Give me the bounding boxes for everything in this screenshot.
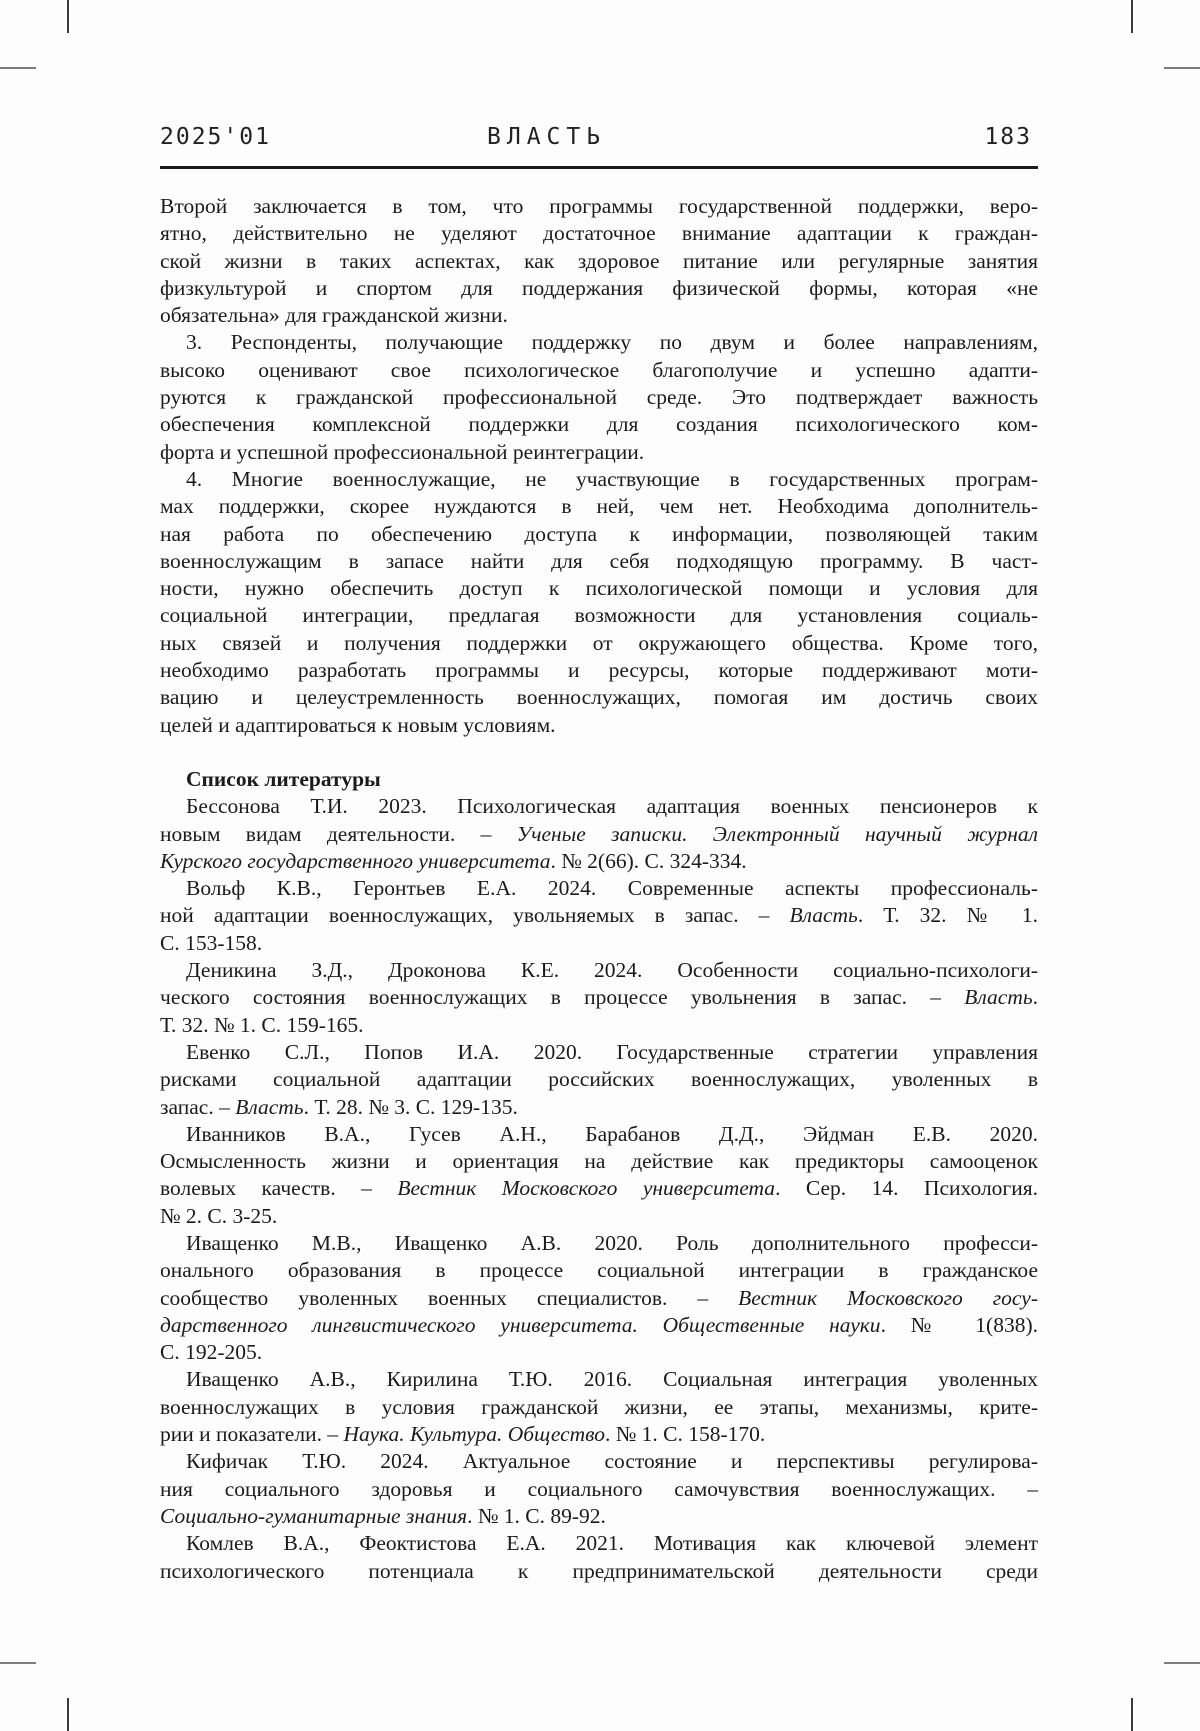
header-rule — [160, 166, 1038, 169]
journal-title: ВЛАСТЬ — [487, 124, 607, 150]
text-segment: . — [1032, 985, 1038, 1010]
text-line — [160, 602, 1038, 629]
text-line — [160, 630, 1038, 657]
text-segment: С. 153-158. — [160, 930, 263, 955]
text-segment: Список литературы — [186, 766, 381, 791]
text-line — [160, 793, 1038, 820]
paragraph — [160, 1366, 1038, 1448]
text-segment: . № 1. С. 89-92. — [467, 1503, 606, 1528]
text-line — [160, 1148, 1038, 1175]
text-segment: 4. Многие военнослужащие, не участвующие в государственных програм- — [186, 466, 1038, 491]
italic-segment: дарственного лингвистического университета. Общественные науки — [160, 1312, 881, 1337]
text-line — [160, 1012, 1038, 1039]
text-segment: . Сер. 14. Психология. — [775, 1176, 1039, 1201]
text-segment: необходимо разработать программы и ресурсы, которые поддерживают моти- — [160, 658, 1038, 683]
text-line — [160, 439, 1038, 466]
text-line — [160, 1530, 1038, 1557]
text-line — [160, 193, 1038, 220]
paragraph — [160, 1230, 1038, 1366]
crop-mark-bottom-right-horizontal — [1164, 1662, 1200, 1664]
text-segment: Т. 32. № 1. С. 159-165. — [160, 1012, 364, 1037]
crop-mark-bottom-left-vertical — [67, 1698, 69, 1731]
crop-mark-top-left-horizontal — [0, 67, 36, 69]
text-line — [160, 1558, 1038, 1585]
text-segment: волевых качеств. – — [160, 1176, 398, 1201]
text-line — [160, 357, 1038, 384]
text-line — [160, 684, 1038, 711]
text-segment: Кифичак Т.Ю. 2024. Актуальное состояние и перспективы регулирова- — [186, 1449, 1038, 1474]
text-segment: форта и успешной профессиональной реинтеграции. — [160, 439, 645, 464]
text-segment: . № 2(66). С. 324-334. — [550, 848, 747, 873]
text-segment: социальной интеграции, предлагая возможности для установления социаль- — [160, 603, 1038, 628]
text-segment: . Т. 28. № 3. С. 129-135. — [303, 1094, 518, 1119]
text-line — [160, 220, 1038, 247]
page-number: 183 — [984, 124, 1032, 150]
text-segment: Бессонова Т.И. 2023. Психологическая адаптация военных пенсионеров к — [186, 794, 1038, 819]
text-segment: Евенко С.Л., Попов И.А. 2020. Государственные стратегии управления — [186, 1039, 1038, 1064]
text-line — [160, 329, 1038, 356]
crop-mark-bottom-right-vertical — [1131, 1698, 1133, 1731]
italic-segment: Власть — [789, 903, 858, 928]
text-line — [160, 248, 1038, 275]
text-line — [160, 1421, 1038, 1448]
text-line — [160, 1394, 1038, 1421]
text-line — [160, 521, 1038, 548]
text-segment: Иващенко М.В., Иващенко А.В. 2020. Роль дополнительного професси- — [186, 1230, 1038, 1255]
text-segment: ческого состояния военнослужащих в процессе увольнения в запас. – — [160, 985, 965, 1010]
text-segment: . № 1. С. 158-170. — [604, 1422, 766, 1447]
italic-segment: Курского государственного университета — [160, 848, 551, 873]
text-segment: ятно, действительно не уделяют достаточное внимание адаптации к граждан- — [160, 221, 1038, 246]
text-line — [160, 766, 1038, 793]
text-column — [160, 193, 1038, 1585]
text-line — [160, 821, 1038, 848]
text-segment: Второй заключается в том, что программы государственной поддержки, веро- — [160, 194, 1038, 218]
text-line — [160, 1503, 1038, 1530]
paragraph — [160, 957, 1038, 1039]
text-segment: Осмысленность жизни и ориентация на действие как предикторы самооценок — [160, 1149, 1038, 1174]
text-line — [160, 902, 1038, 929]
text-line — [160, 930, 1038, 957]
paragraph — [160, 1530, 1038, 1585]
text-segment: новым видам деятельности. – — [160, 821, 517, 846]
text-segment: вацию и целеустремленность военнослужащих, помогая им достичь своих — [160, 685, 1038, 710]
text-segment: Вольф К.В., Геронтьев Е.А. 2024. Современные аспекты профессиональ- — [186, 876, 1038, 901]
text-segment: сообщество уволенных военных специалистов. – — [160, 1285, 739, 1310]
paragraph — [160, 793, 1038, 875]
text-segment: мах поддержки, скорее нуждаются в ней, чем нет. Необходима дополнитель- — [160, 494, 1038, 519]
text-segment: Иващенко А.В., Кирилина Т.Ю. 2016. Социальная интеграция уволенных — [186, 1367, 1038, 1392]
italic-segment: Социально-гуманитарные знания — [160, 1503, 468, 1528]
text-segment: ной адаптации военнослужащих, увольняемых в запас. – — [160, 903, 790, 928]
text-line — [160, 1448, 1038, 1475]
text-line — [160, 302, 1038, 329]
text-segment: руются к гражданской профессиональной среде. Это подтверждает важность — [160, 385, 1038, 410]
text-segment: онального образования в процессе социальной интеграции в гражданское — [160, 1258, 1038, 1283]
text-segment: . № 1(838). — [880, 1312, 1038, 1337]
text-line — [160, 657, 1038, 684]
text-line — [160, 1366, 1038, 1393]
text-segment: ния социального здоровья и социального самочувствия военнослужащих. – — [160, 1476, 1038, 1501]
text-segment: психологического потенциала к предпринимательской деятельности среди — [160, 1558, 1038, 1583]
italic-segment: Вестник Московского университета — [397, 1176, 776, 1201]
text-line — [160, 1312, 1038, 1339]
text-line — [160, 575, 1038, 602]
text-line — [160, 1285, 1038, 1312]
text-segment: физкультурой и спортом для поддержания физической формы, которая «не — [160, 275, 1038, 300]
text-line — [160, 466, 1038, 493]
text-segment: обязательна» для гражданской жизни. — [160, 303, 508, 328]
crop-mark-top-right-vertical — [1131, 0, 1133, 33]
text-segment: Иванников В.А., Гусев А.Н., Барабанов Д.Д., Эйдман Е.В. 2020. — [186, 1121, 1038, 1146]
text-line — [160, 548, 1038, 575]
paragraph — [160, 193, 1038, 329]
text-segment: С. 192-205. — [160, 1340, 263, 1365]
paragraph — [160, 875, 1038, 957]
text-segment: ных связей и получения поддержки от окружающего общества. Кроме того, — [160, 630, 1038, 655]
text-line — [160, 875, 1038, 902]
text-line — [160, 384, 1038, 411]
text-line — [160, 848, 1038, 875]
text-segment: Комлев В.А., Феоктистова Е.А. 2021. Мотивация как ключевой элемент — [186, 1531, 1038, 1556]
text-segment: рисками социальной адаптации российских военнослужащих, уволенных в — [160, 1067, 1038, 1092]
text-line — [160, 1066, 1038, 1093]
crop-mark-bottom-left-horizontal — [0, 1662, 36, 1664]
text-line — [160, 1203, 1038, 1230]
text-segment: ности, нужно обеспечить доступ к психологической помощи и условия для — [160, 576, 1038, 601]
text-segment: рии и показатели. – — [160, 1422, 344, 1447]
text-segment: № 2. С. 3-25. — [160, 1203, 278, 1228]
text-line — [160, 712, 1038, 739]
italic-segment: Наука. Культура. Общество — [343, 1422, 605, 1447]
text-segment: . Т. 32. № 1. — [857, 903, 1038, 928]
crop-mark-top-right-horizontal — [1164, 67, 1200, 69]
text-line — [160, 957, 1038, 984]
text-segment: военнослужащих в условия гражданской жизни, ее этапы, механизмы, крите- — [160, 1394, 1038, 1419]
running-head — [160, 124, 1038, 158]
text-line — [160, 1230, 1038, 1257]
text-line — [160, 1121, 1038, 1148]
text-line — [160, 275, 1038, 302]
text-segment: Деникина З.Д., Дроконова К.Е. 2024. Особенности социально-психологи- — [186, 958, 1038, 983]
paragraph — [160, 1448, 1038, 1530]
paragraph — [160, 466, 1038, 739]
text-line — [160, 1094, 1038, 1121]
text-segment: целей и адаптироваться к новым условиям. — [160, 712, 556, 737]
text-line — [160, 1175, 1038, 1202]
text-segment: 3. Респонденты, получающие поддержку по двум и более направлениям, — [186, 330, 1038, 355]
text-segment: обеспечения комплексной поддержки для создания психологического ком- — [160, 412, 1038, 437]
text-segment: ской жизни в таких аспектах, как здоровое питание или регулярные занятия — [160, 248, 1038, 273]
text-line — [160, 1476, 1038, 1503]
italic-segment: Вестник Московского госу- — [738, 1285, 1039, 1310]
text-line — [160, 411, 1038, 438]
text-segment: запас. – — [160, 1094, 236, 1119]
text-segment: высоко оценивают свое психологическое благополучие и успешно адапти- — [160, 357, 1038, 382]
italic-segment: Власть — [235, 1094, 304, 1119]
issue-number: 2025'01 — [160, 124, 271, 150]
text-segment: военнослужащим в запасе найти для себя подходящую программу. В част- — [160, 548, 1038, 573]
crop-mark-top-left-vertical — [67, 0, 69, 33]
text-line — [160, 1339, 1038, 1366]
italic-segment: Ученые записки. Электронный научный журнал — [516, 821, 1038, 846]
paragraph — [160, 1039, 1038, 1121]
section-heading — [160, 766, 1038, 793]
italic-segment: Власть — [964, 985, 1033, 1010]
text-line — [160, 1039, 1038, 1066]
text-line — [160, 1257, 1038, 1284]
text-line — [160, 493, 1038, 520]
text-line — [160, 984, 1038, 1011]
paragraph — [160, 329, 1038, 465]
text-segment: ная работа по обеспечению доступа к информации, позволяющей таким — [160, 521, 1038, 546]
paragraph — [160, 1121, 1038, 1230]
